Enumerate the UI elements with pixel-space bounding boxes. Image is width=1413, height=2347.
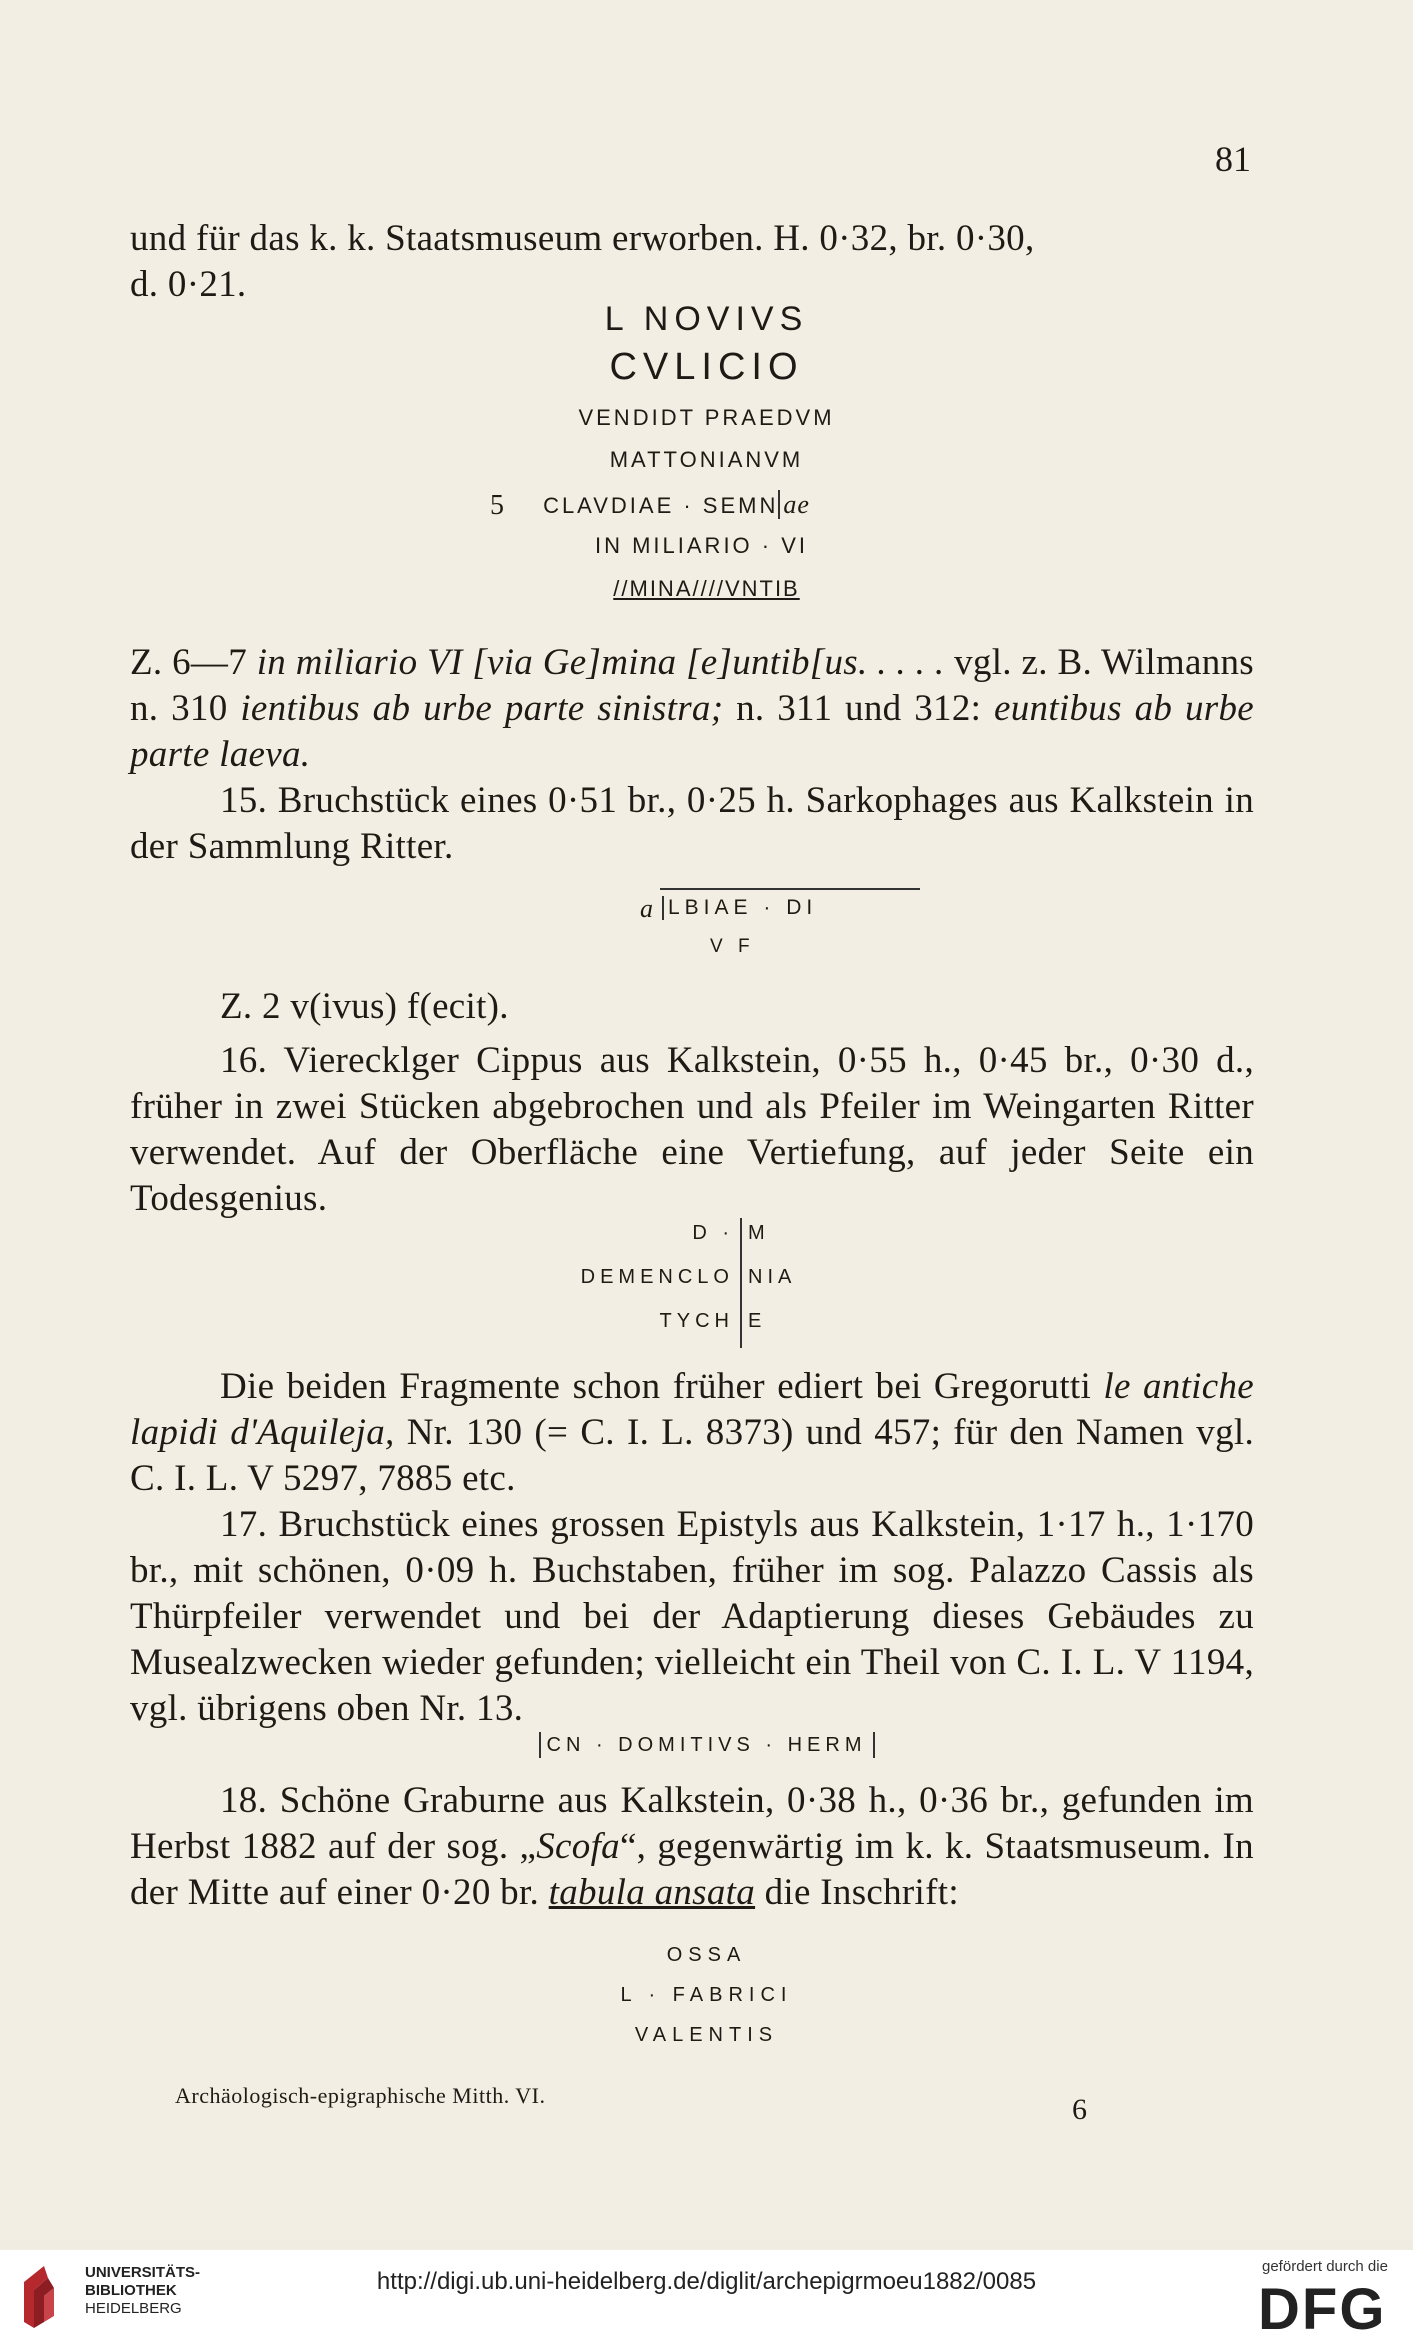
paragraph-17 (130, 1502, 1254, 1732)
inscription-16-right-3: E (748, 1310, 767, 1332)
paragraph-15 (130, 778, 1254, 870)
inscription-15-prefix: a (640, 894, 653, 923)
paragraph-16b-lead: Die beiden Fragmente schon früher ediert bei Gregorutti (220, 1366, 1092, 1407)
notes-14 (130, 640, 1254, 778)
intro-paragraph (130, 216, 1254, 308)
inscription-16-left-2: DEMENCLO (580, 1266, 734, 1288)
inscription-16-right-2: NIA (748, 1266, 797, 1288)
library-name-line-2: BIBLIOTHEK (85, 2282, 177, 2299)
inscription-18-line-2: L · FABRICI (620, 1984, 793, 2006)
library-name-line-3: HEIDELBERG (85, 2300, 182, 2317)
funder-caption: gefördert durch die (1262, 2258, 1388, 2275)
inscription-15-line-1: LBIAE · DI (662, 896, 817, 920)
notes-14-italic-1: in miliario VI (256, 642, 463, 683)
paragraph-18-italic-2: tabula ansata (548, 1872, 756, 1913)
intro-line-1: und für das k. k. Staatsmuseum erworben. H. 0·32, br. 0·30, (130, 218, 1035, 259)
dfg-logo: DFG (1258, 2277, 1387, 2342)
inscription-14-line-3: VENDIDT PRAEDVM (578, 405, 835, 430)
notes-14-italic-3: euntibus ab urbe parte laeva. (130, 688, 1254, 775)
inscription-14-line-5 (0, 490, 1413, 520)
inscription-14 (0, 300, 1413, 610)
paragraph-16b-rest: Nr. 130 (= C. I. L. 8373) und 457; für den Namen vgl. C. I. L. V 5297, 7885 etc. (130, 1412, 1255, 1499)
inscription-15 (640, 888, 940, 978)
notes-14-italic-2: ientibus ab urbe parte sinistra; (240, 688, 724, 729)
document-url-link[interactable]: http://digi.ub.uni-heidelberg.de/diglit/archepigrmoeu1882/0085 (376, 2268, 1037, 2295)
paragraph-16-text: 16. Vierecklger Cippus aus Kalkstein, 0·55 h., 0·45 br., 0·30 d., früher in zwei Stücken abgebrochen und als Pfeiler im Weingarten Ritter verwendet. Auf der Oberfläche eine Vertiefung, auf jeder Seite ein Todesgenius. (130, 1040, 1254, 1219)
notes-14-rest-1: vgl. z. B. Wilmanns n. 310 (130, 642, 1254, 729)
inscription-14-line-2: CVLICIO (609, 346, 804, 388)
paragraph-18-mid: “, gegenwärtig im k. k. Staatsmuseum. In der Mitte auf einer 0·20 br. (130, 1826, 1254, 1913)
paragraph-16 (130, 1038, 1254, 1222)
notes-14-lead: Z. 6—7 (130, 642, 248, 683)
inscription-14-line-number: 5 (490, 490, 510, 521)
inscription-15-rule (660, 888, 920, 890)
library-bar (0, 2250, 1413, 2347)
page-number: 81 (1215, 139, 1251, 179)
notes-14-bracket: [via Ge]mina [e]untib[us. . . . . (472, 642, 945, 683)
intro-line-2: d. 0·21. (130, 264, 247, 305)
paragraph-18-italic-1: Scofa (536, 1826, 620, 1867)
notes-14-rest-2: n. 311 und 312: (736, 688, 982, 729)
inscription-17-text: CN · DOMITIVS · HERM (539, 1732, 875, 1758)
notes-15-text: Z. 2 v(ivus) f(ecit). (220, 986, 509, 1027)
inscription-14-line-6: IN MILIARIO · VI (594, 533, 809, 558)
inscription-14-completion: ae (778, 490, 810, 519)
paragraph-17-text: 17. Bruchstück eines grossen Epistyls aus Kalkstein, 1·17 h., 1·170 br., mit schönen, 0·09 h. Buchstaben, früher im sog. Palazzo Cassis als Thürpfeiler verwendet und bei der Adaptierung dieses Gebäudes zu Musealzwecken wieder gefunden; vielleicht ein Theil von C. I. L. V 1194, vgl. übrigens oben Nr. 13. (130, 1504, 1254, 1729)
inscription-16-left-3: TYCH (659, 1310, 734, 1332)
inscription-14-line-5-text: CLAVDIAE · SEMN (543, 493, 779, 518)
inscription-14-line-1: L NOVIVS (604, 300, 809, 338)
inscription-16-left-1: D · (692, 1222, 734, 1244)
paragraph-15-text: 15. Bruchstück eines 0·51 br., 0·25 h. Sarkophages aus Kalkstein in der Sammlung Ritter. (130, 780, 1254, 867)
inscription-15-line-2: V F (710, 936, 755, 957)
paragraph-16b-italic: le antiche lapidi d'Aquileja, (130, 1366, 1254, 1453)
library-name-line-1: UNIVERSITÄTS- (85, 2264, 201, 2281)
library-name (85, 2264, 200, 2318)
paragraph-18-rest: die Inschrift: (764, 1872, 959, 1913)
signature-number: 6 (1072, 2093, 1087, 2126)
paragraph-16b (130, 1364, 1254, 1502)
inscription-18-line-3: VALENTIS (634, 2024, 779, 2046)
inscription-16-right-1: M (748, 1222, 770, 1244)
inscription-14-line-4: MATTONIANVM (609, 447, 804, 472)
notes-15 (130, 984, 1254, 1030)
paragraph-18-lead: 18. Schöne Graburne aus Kalkstein, 0·38 h., 0·36 br., gefunden im Herbst 1882 auf der sog. „ (130, 1780, 1254, 1867)
inscription-14-line-7: //MINA////VNTIB (613, 576, 800, 601)
inscription-18 (0, 1944, 1413, 2064)
paragraph-18 (130, 1778, 1254, 1916)
journal-footer: Archäologisch-epigraphische Mitth. VI. (175, 2083, 546, 2108)
inscription-16 (550, 1218, 910, 1348)
inscription-17 (0, 1734, 1413, 1757)
inscription-18-line-1: OSSA (666, 1944, 747, 1966)
inscription-16-divider (740, 1218, 742, 1348)
